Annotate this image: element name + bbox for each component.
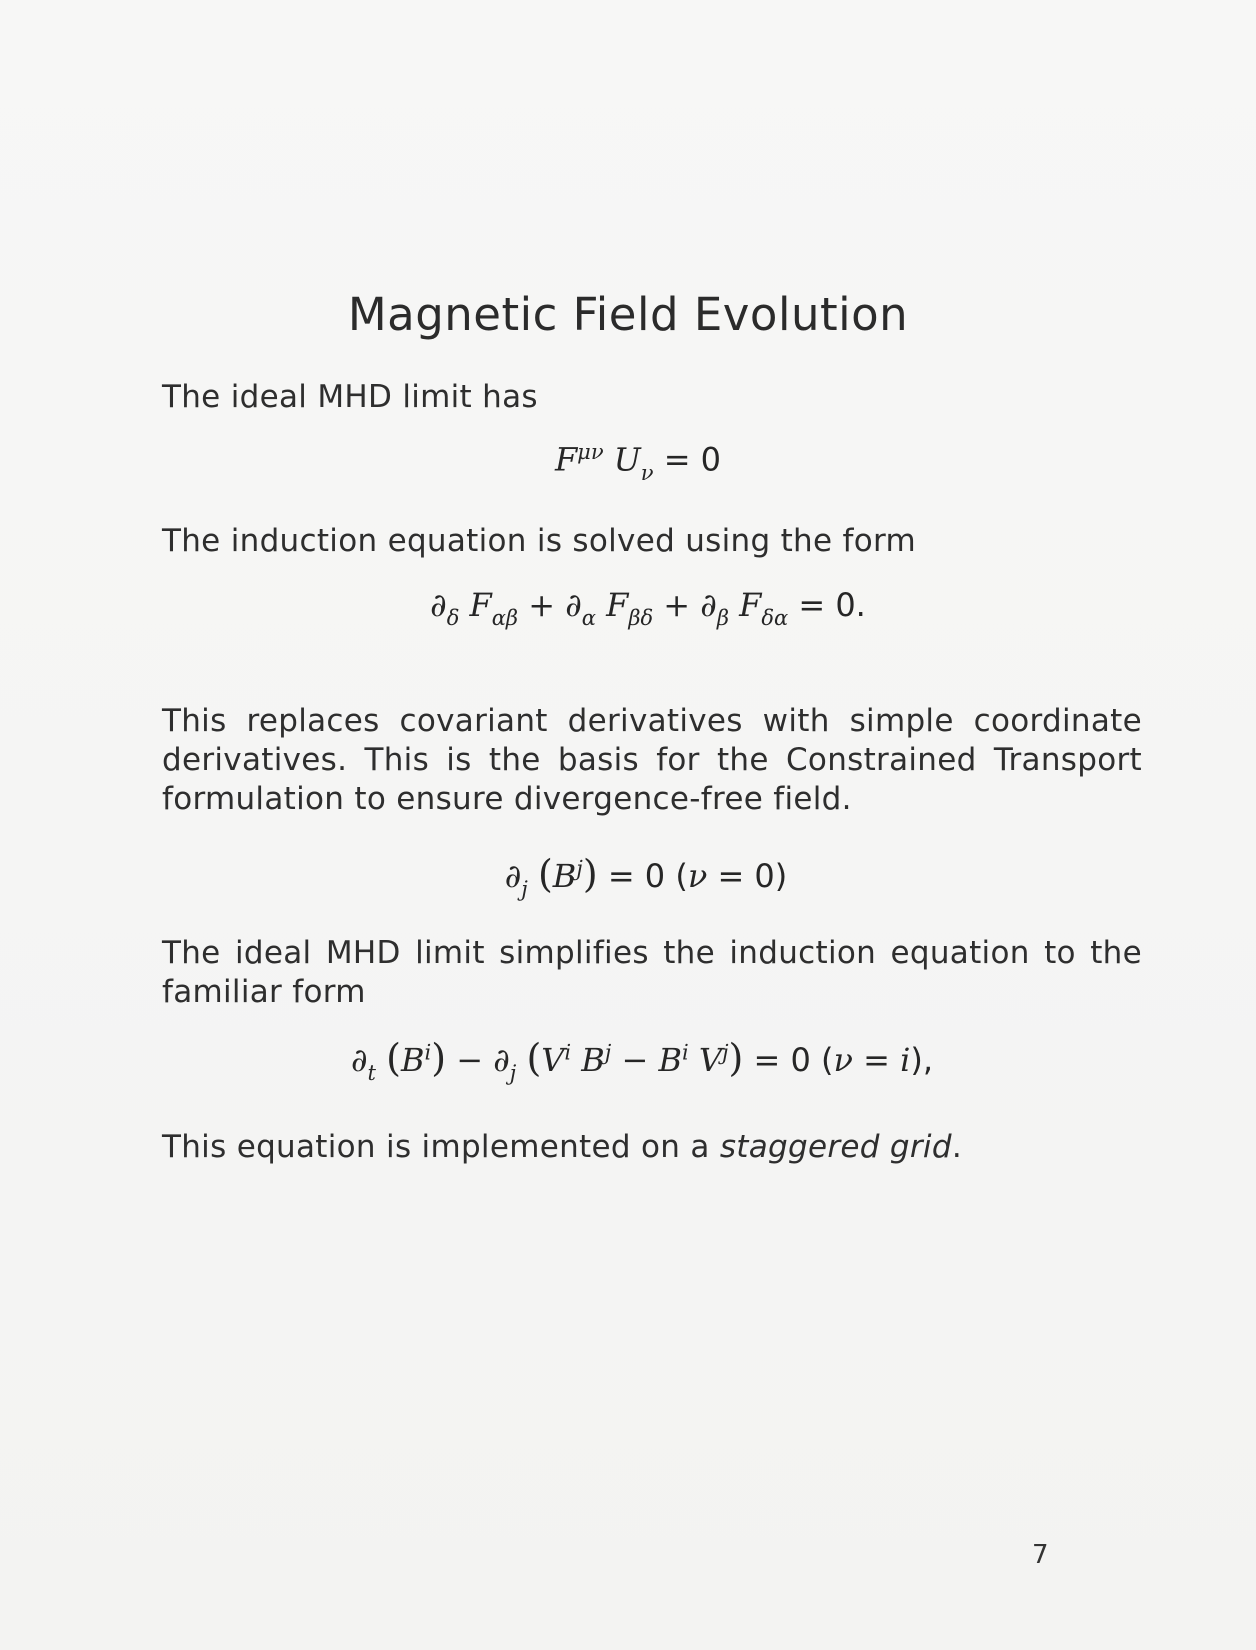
equation-divergence-free: $\partial_j$ $(B^j) = 0$ (ν = 0): [504, 852, 788, 902]
paragraph-induction: The induction equation is solved using the form: [162, 523, 916, 559]
equation-induction-form: $\partial_\delta$ $F_{\alpha\beta} + \partial_\alpha$ $F_{\beta\delta} + \partial_\beta$ $F_{\delta\alpha} = 0$.: [430, 586, 866, 631]
staggered-grid-suffix: .: [951, 1129, 962, 1165]
paragraph-staggered-grid: [162, 1128, 1142, 1167]
paragraph-constrained-transport: This replaces covariant derivatives with simple coordinate derivatives. This is the basis for the Constrained Transport formulation to ensure divergence-free field.: [162, 703, 1142, 817]
paragraph-familiar-form: The ideal MHD limit simplifies the induction equation to the familiar form: [162, 935, 1142, 1010]
equation-ideal-mhd: $F^{\mu\nu}$ $U_\nu = 0$: [554, 440, 722, 486]
page-title: Magnetic Field Evolution: [347, 288, 909, 341]
staggered-grid-emphasis: staggered grid: [719, 1129, 952, 1165]
staggered-grid-prefix: This equation is implemented on a: [162, 1129, 720, 1165]
equation-induction-ideal: $\partial_t$ $(B^i) - \partial_j$ ($V^i$ $B^j - B^i$ $V^j) = 0$ (ν = i),: [351, 1036, 933, 1086]
paragraph-ideal-mhd: The ideal MHD limit has: [162, 379, 538, 415]
page-number: 7: [1032, 1540, 1049, 1570]
